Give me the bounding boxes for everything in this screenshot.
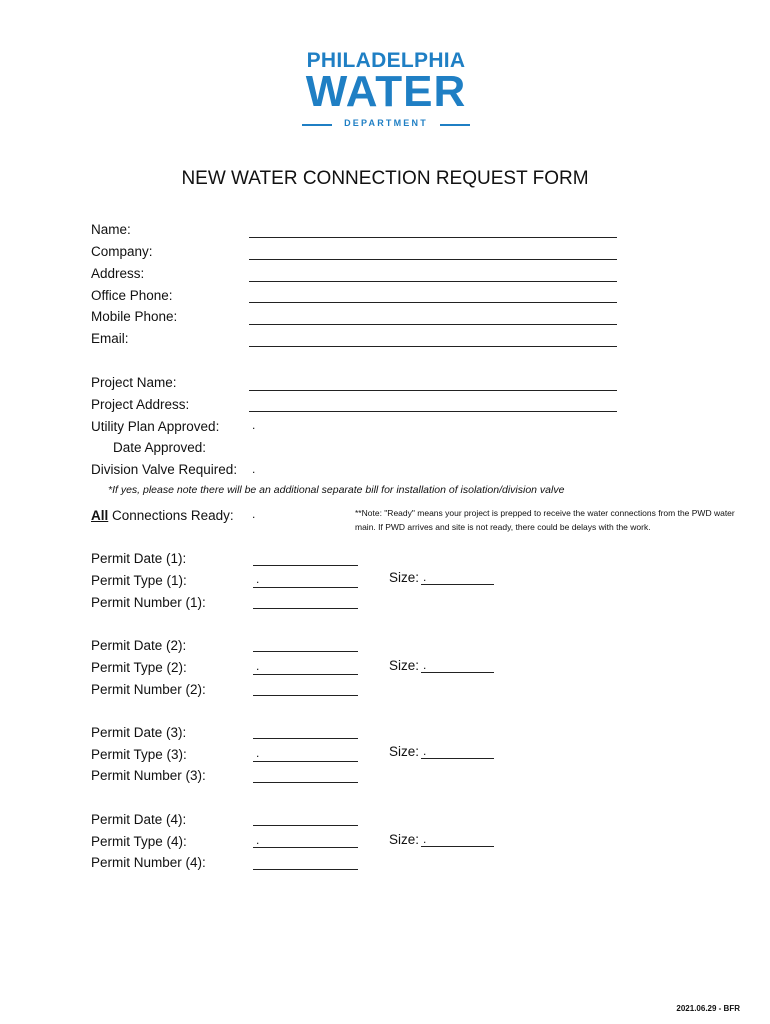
permit-date-field[interactable] xyxy=(253,565,358,566)
size-field[interactable] xyxy=(421,758,494,759)
utility-plan-dropdown[interactable]: . xyxy=(252,418,256,432)
size-label: Size: xyxy=(389,658,420,673)
valve-note: *If yes, please note there will be an additional separate bill for installation of isolation/division valve xyxy=(108,484,565,496)
size-marker: . xyxy=(423,744,427,758)
permit-number-field[interactable] xyxy=(253,695,358,696)
permit-type-label: Permit Type (1): xyxy=(91,573,187,588)
permit-type-marker: . xyxy=(256,572,260,586)
mobile-phone-label: Mobile Phone: xyxy=(91,309,178,324)
footer-revision: 2021.06.29 - BFR xyxy=(676,1004,740,1013)
permit-number-label: Permit Number (4): xyxy=(91,855,206,870)
size-label: Size: xyxy=(389,744,420,759)
size-field[interactable] xyxy=(421,584,494,585)
size-label: Size: xyxy=(389,832,420,847)
size-label: Size: xyxy=(389,570,420,585)
permit-date-field[interactable] xyxy=(253,825,358,826)
email-field[interactable] xyxy=(249,346,617,347)
company-label: Company: xyxy=(91,244,153,259)
project-name-label: Project Name: xyxy=(91,375,177,390)
size-field[interactable] xyxy=(421,846,494,847)
address-field[interactable] xyxy=(249,281,617,282)
logo-rule-left xyxy=(302,124,332,126)
permit-date-field[interactable] xyxy=(253,651,358,652)
permit-type-marker: . xyxy=(256,659,260,673)
permit-type-field[interactable] xyxy=(253,587,358,588)
company-field[interactable] xyxy=(249,259,617,260)
date-approved-label: Date Approved: xyxy=(113,440,207,455)
size-marker: . xyxy=(423,832,427,846)
permit-type-marker: . xyxy=(256,833,260,847)
permit-number-field[interactable] xyxy=(253,782,358,783)
permit-date-label: Permit Date (4): xyxy=(91,812,187,827)
permit-number-field[interactable] xyxy=(253,608,358,609)
size-marker: . xyxy=(423,658,427,672)
project-address-field[interactable] xyxy=(249,411,617,412)
ready-note: **Note: "Ready" means your project is prepped to receive the water connections from the PWD water main. If PWD arrives and site is not ready, there could be delays with the work. xyxy=(355,508,735,532)
office-phone-label: Office Phone: xyxy=(91,288,173,303)
project-name-field[interactable] xyxy=(249,390,617,391)
permit-type-field[interactable] xyxy=(253,761,358,762)
permit-date-label: Permit Date (3): xyxy=(91,725,187,740)
permit-type-field[interactable] xyxy=(253,674,358,675)
logo-text-water: WATER xyxy=(305,67,467,116)
permit-date-label: Permit Date (1): xyxy=(91,551,187,566)
permit-number-label: Permit Number (3): xyxy=(91,768,206,783)
permit-date-label: Permit Date (2): xyxy=(91,638,187,653)
permit-number-label: Permit Number (1): xyxy=(91,595,206,610)
utility-plan-label: Utility Plan Approved: xyxy=(91,419,220,434)
size-marker: . xyxy=(423,570,427,584)
name-label: Name: xyxy=(91,222,131,237)
permit-type-label: Permit Type (3): xyxy=(91,747,187,762)
size-field[interactable] xyxy=(421,672,494,673)
logo-rule-right xyxy=(440,124,470,126)
permit-type-label: Permit Type (4): xyxy=(91,834,187,849)
mobile-phone-field[interactable] xyxy=(249,324,617,325)
office-phone-field[interactable] xyxy=(249,302,617,303)
logo-text-department: DEPARTMENT xyxy=(344,118,428,128)
name-field[interactable] xyxy=(249,237,617,238)
connections-ready-label xyxy=(91,508,234,523)
connections-ready-dropdown[interactable]: . xyxy=(252,507,256,521)
permit-type-label: Permit Type (2): xyxy=(91,660,187,675)
connections-rest-text: Connections Ready: xyxy=(108,508,234,523)
email-label: Email: xyxy=(91,331,129,346)
address-label: Address: xyxy=(91,266,145,281)
project-address-label: Project Address: xyxy=(91,397,190,412)
permit-type-marker: . xyxy=(256,746,260,760)
division-valve-dropdown[interactable]: . xyxy=(252,462,256,476)
logo-text-philadelphia: PHILADELPHIA xyxy=(306,49,466,72)
permit-number-label: Permit Number (2): xyxy=(91,682,206,697)
permit-number-field[interactable] xyxy=(253,869,358,870)
permit-date-field[interactable] xyxy=(253,738,358,739)
division-valve-label: Division Valve Required: xyxy=(91,462,238,477)
permit-type-field[interactable] xyxy=(253,847,358,848)
connections-all-text: All xyxy=(91,508,109,523)
form-title: NEW WATER CONNECTION REQUEST FORM xyxy=(181,168,589,189)
